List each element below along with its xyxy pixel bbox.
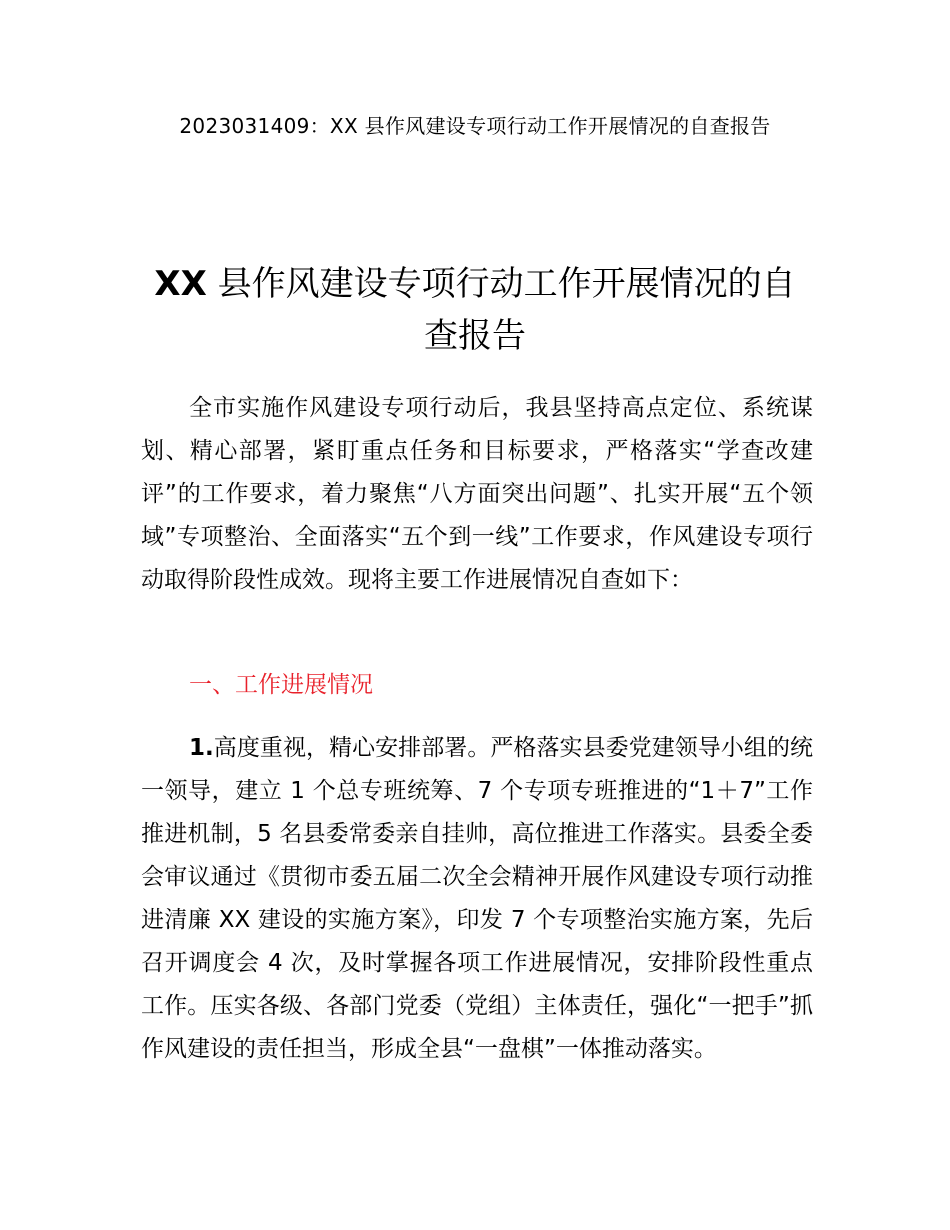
intro-paragraph: 全市实施作风建设专项行动后，我县坚持高点定位、系统谋划、精心部署，紧盯重点任务和目标要求，严格落实“学查改建评”的工作要求，着力聚焦“八方面突出问题”、扎实开展“五个领域”专项整治、全面落实“五个到一线”工作要求，作风建设专项行动取得阶段性成效。现将主要工作进展情况自查如下： <box>141 395 813 593</box>
title-prefix: XX <box>154 264 207 304</box>
document-header: 2023031409：XX 县作风建设专项行动工作开展情况的自查报告 <box>179 114 771 138</box>
item-number: 1. <box>189 735 214 761</box>
document-title <box>140 258 810 362</box>
section-heading-progress: 一、工作进展情况 <box>189 672 373 698</box>
item-paragraph-1 <box>141 727 813 1071</box>
item-text: 高度重视，精心安排部署。严格落实县委党建领导小组的统一领导，建立 1 个总专班统筹、7 个专项专班推进的“1＋7”工作推进机制，5 名县委常委亲自挂帅，高位推进工作落实。县委全委会审议通过《贯彻市委五届二次全会精神开展作风建设专项行动推进清廉 XX 建设的实施方案》，印发 7 个专项整治实施方案，先后召开调度会 4 次，及时掌握各项工作进展情况，安排阶段性重点工作。压实各级、各部门党委（党组）主体责任，强化“一把手”抓作风建设的责任担当，形成全县“一盘棋”一体推动落实。 <box>141 735 813 1062</box>
title-rest: 县作风建设专项行动工作开展情况的自查报告 <box>206 264 796 356</box>
